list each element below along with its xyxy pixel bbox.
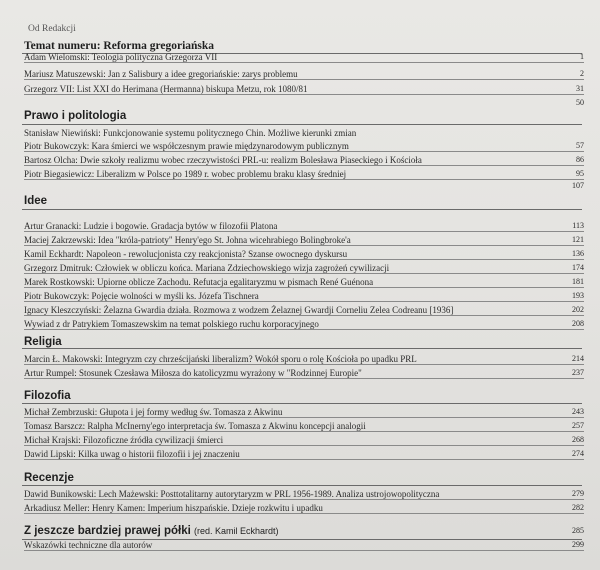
toc-entry (24, 488, 584, 500)
toc-entry (24, 434, 584, 446)
toc-entry (24, 83, 584, 95)
entry-title: Artur Granacki: Ludzie i bogowie. Gradacja bytów w filozofii Platona (24, 221, 278, 231)
toc-entry (24, 234, 584, 246)
toc-entry (24, 318, 584, 330)
entry-page: 257 (572, 421, 584, 430)
entry-page: 1 (580, 52, 584, 61)
toc-entry (24, 539, 584, 551)
toc-entry (24, 220, 584, 232)
entry-page: 202 (572, 305, 584, 314)
section-rule (22, 209, 582, 210)
entry-page: 57 (576, 141, 584, 150)
toc-entry (24, 525, 584, 537)
entry-title: Grzegorz VII: List XXI do Herimana (Hermanna) biskupa Metzu, rok 1080/81 (24, 84, 308, 94)
entry-page: 237 (572, 368, 584, 377)
entry-title: Wskazówki techniczne dla autorów (24, 540, 153, 550)
section-title-note: (red. Kamil Eckhardt) (194, 526, 279, 536)
section-title-reviews: Recenzje (24, 472, 74, 484)
entry-page: 95 (576, 169, 584, 178)
entry-title: Michał Zembrzuski: Głupota i jej formy według św. Tomasza z Akwinu (24, 407, 283, 417)
toc-entry (24, 154, 584, 166)
entry-page: 31 (576, 84, 584, 93)
section-rule (22, 485, 582, 486)
entry-title: Kamil Eckhardt: Napoleon - rewolucjonista czy reakcjonista? Szanse owocnego dyskursu (24, 249, 348, 259)
entry-title: Tomasz Barszcz: Ralpha McInerny'ego interpretacja św. Tomasza z Akwinu koncepcji analogii (24, 421, 366, 431)
entry-title: Wywiad z dr Patrykiem Tomaszewskim na temat polskiego ruchu korporacyjnego (24, 319, 319, 329)
toc-entry (24, 290, 584, 302)
toc-entry (24, 448, 584, 460)
toc-entry (24, 406, 584, 418)
entry-title: Bartosz Olcha: Dwie szkoły realizmu wobec rzeczywistości PRL-u: realizm Bolesława Piaseckiego i Kościoła (24, 155, 422, 165)
toc-entry (24, 51, 584, 63)
entry-title: Ignacy Kleszczyński: Żelazna Gwardia działa. Rozmowa z wodzem Żelaznej Gwardji Corneliu Zelea Codreanu [1936] (24, 305, 454, 315)
toc-entry (24, 262, 584, 274)
entry-page: 174 (572, 263, 584, 272)
toc-entry (24, 420, 584, 432)
section-rule (22, 124, 582, 125)
section-title-text: Z jeszcze bardziej prawej półki (24, 525, 191, 537)
entry-page: 243 (572, 407, 584, 416)
section-title-ideas: Idee (24, 195, 48, 207)
entry-title: Marek Rostkowski: Upiorne oblicze Zachodu. Refutacja egalitaryzmu w pismach René Guénona (24, 277, 374, 287)
entry-title: Adam Wielomski: Teologia polityczna Grzegorza VII (24, 52, 218, 62)
entry-page: 107 (572, 181, 584, 190)
entry-title: Mariusz Matuszewski: Jan z Salisbury a idee gregoriańskie: zarys problemu (24, 69, 298, 79)
entry-title: Piotr Biegasiewicz: Liberalizm w Polsce po 1989 r. wobec problemu braku klasy średniej (24, 169, 347, 179)
entry-title: Stanisław Niewiński: Funkcjonowanie systemu politycznego Chin. Możliwe kierunki zmian (24, 128, 357, 138)
entry-page: 268 (572, 435, 584, 444)
section-title-religion: Religia (24, 336, 62, 348)
entry-page: 274 (572, 449, 584, 458)
toc-entry (24, 168, 584, 180)
entry-page: 285 (572, 526, 584, 535)
toc-entry (24, 353, 584, 365)
entry-page: 193 (572, 291, 584, 300)
entry-title: Piotr Bukowczyk: Pojęcie wolności w myśli ks. Józefa Tischnera (24, 291, 259, 301)
entry-title: Arkadiusz Meller: Henry Kamen: Imperium hiszpańskie. Dzieje rozkwitu i upadku (24, 503, 323, 513)
entry-page: 214 (572, 354, 584, 363)
toc-entry (24, 502, 584, 514)
section-rule (22, 348, 582, 349)
entry-page: 121 (572, 235, 584, 244)
entry-page: 50 (576, 98, 584, 107)
toc-entry (24, 248, 584, 260)
entry-page: 181 (572, 277, 584, 286)
toc-entry (24, 140, 584, 152)
section-title-theme: Temat numeru: Reforma gregoriańska (24, 40, 215, 52)
entry-page: 86 (576, 155, 584, 164)
entry-title: Piotr Bukowczyk: Kara śmierci we współczesnym prawie międzynarodowym publicznym (24, 141, 349, 151)
section-rule (22, 403, 582, 404)
toc-entry (24, 367, 584, 379)
entry-title: Artur Rumpel: Stosunek Czesława Miłosza do katolicyzmu wyrażony w "Rodzinnej Europie" (24, 368, 362, 378)
toc-entry (24, 304, 584, 316)
entry-title: Michał Krajski: Filozoficzne źródła cywilizacji śmierci (24, 435, 224, 445)
toc-entry (24, 127, 584, 139)
entry-page: 2 (580, 69, 584, 78)
entry-page: 113 (572, 221, 584, 230)
entry-page: 136 (572, 249, 584, 258)
toc-header: Od Redakcji (28, 24, 76, 34)
entry-page: 279 (572, 489, 584, 498)
toc-entry (24, 68, 584, 80)
section-title-law: Prawo i politologia (24, 110, 127, 122)
entry-page: 208 (572, 319, 584, 328)
entry-title: Dawid Lipski: Kilka uwag o historii filozofii i jej znaczeniu (24, 449, 240, 459)
section-title-philosophy: Filozofia (24, 390, 71, 402)
entry-page: 282 (572, 503, 584, 512)
entry-title: Grzegorz Dmitruk: Człowiek w obliczu końca. Mariana Zdziechowskiego wizja zagrożeń cywilizacji (24, 263, 390, 273)
entry-title: Dawid Bunikowski: Lech Mażewski: Posttotalitarny autorytaryzm w PRL 1956-1989. Analiza ustrojowopolityczna (24, 489, 440, 499)
entry-page: 299 (572, 540, 584, 549)
entry-title: Marcin Ł. Makowski: Integryzm czy chrześcijański liberalizm? Wokół sporu o rolę Kościoła po upadku PRL (24, 354, 417, 364)
toc-entry (24, 276, 584, 288)
entry-title: Maciej Zakrzewski: Idea "króla-patrioty" Henry'ego St. Johna wicehrabiego Bolingbroke'a (24, 235, 351, 245)
